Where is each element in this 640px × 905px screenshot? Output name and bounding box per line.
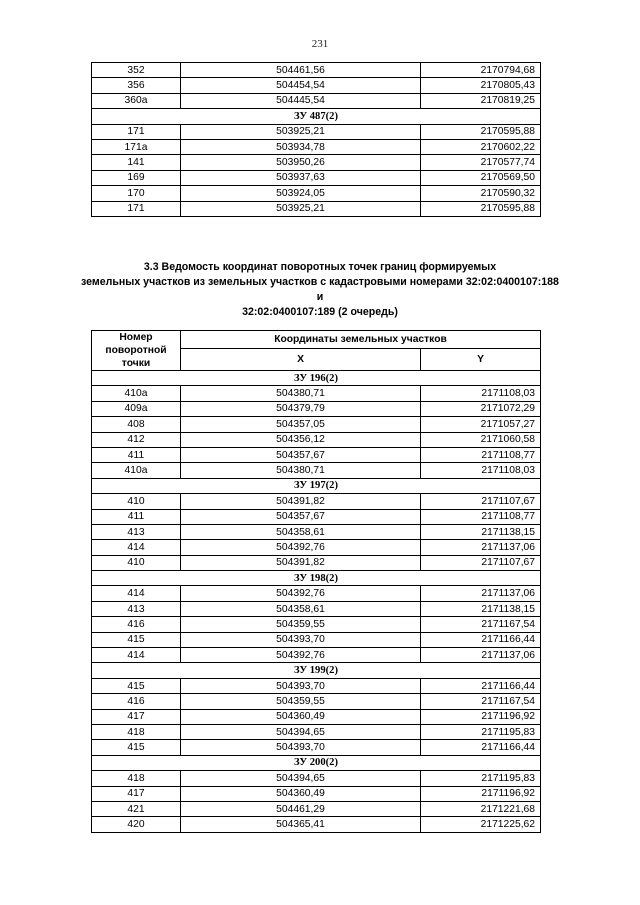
group-label: ЗУ 199(2) (92, 663, 541, 678)
point-number-cell: 418 (92, 724, 181, 739)
y-coordinate-cell: 2170819,25 (421, 93, 541, 108)
header-y: Y (421, 348, 541, 370)
table-row (92, 509, 541, 524)
x-coordinate-cell: 504357,67 (181, 447, 421, 462)
y-coordinate-cell: 2171196,92 (421, 709, 541, 724)
x-coordinate-cell: 504359,55 (181, 694, 421, 709)
x-coordinate-cell: 503937,63 (181, 170, 421, 185)
table-row (92, 447, 541, 462)
y-coordinate-cell: 2171225,62 (421, 817, 541, 832)
group-label: ЗУ 200(2) (92, 755, 541, 770)
point-number-cell: 421 (92, 801, 181, 816)
x-coordinate-cell: 504391,82 (181, 494, 421, 509)
x-coordinate-cell: 504461,29 (181, 801, 421, 816)
point-number-cell: 141 (92, 155, 181, 170)
table-row (92, 201, 541, 216)
table-row (92, 186, 541, 201)
top-coordinates-table (91, 62, 541, 217)
y-coordinate-cell: 2171195,83 (421, 771, 541, 786)
y-coordinate-cell: 2171108,03 (421, 463, 541, 478)
x-coordinate-cell: 503924,05 (181, 186, 421, 201)
point-number-cell: 415 (92, 632, 181, 647)
table-row (92, 432, 541, 447)
y-coordinate-cell: 2171138,15 (421, 601, 541, 616)
x-coordinate-cell: 504379,79 (181, 401, 421, 416)
point-number-cell: 415 (92, 740, 181, 755)
y-coordinate-cell: 2171060,58 (421, 432, 541, 447)
header-point-number: Номер поворотной точки (92, 331, 181, 371)
x-coordinate-cell: 504360,49 (181, 709, 421, 724)
group-header-row (92, 663, 541, 678)
point-number-cell: 413 (92, 601, 181, 616)
table-row (92, 617, 541, 632)
table-row (92, 601, 541, 616)
y-coordinate-cell: 2171166,44 (421, 632, 541, 647)
point-number-cell: 352 (92, 63, 181, 78)
x-coordinate-cell: 503925,21 (181, 201, 421, 216)
table-row (92, 648, 541, 663)
table-row (92, 93, 541, 108)
x-coordinate-cell: 503934,78 (181, 139, 421, 154)
table-row (92, 463, 541, 478)
table-row (92, 155, 541, 170)
x-coordinate-cell: 504394,65 (181, 771, 421, 786)
point-number-cell: 356 (92, 78, 181, 93)
page-number: 231 (311, 38, 329, 50)
table-row (92, 801, 541, 816)
y-coordinate-cell: 2171196,92 (421, 786, 541, 801)
x-coordinate-cell: 504365,41 (181, 817, 421, 832)
table-row (92, 678, 541, 693)
x-coordinate-cell: 504392,76 (181, 648, 421, 663)
y-coordinate-cell: 2171108,77 (421, 509, 541, 524)
table-row (92, 524, 541, 539)
table-row (92, 63, 541, 78)
group-label: ЗУ 198(2) (92, 571, 541, 586)
point-number-cell: 171 (92, 124, 181, 139)
x-coordinate-cell: 504461,56 (181, 63, 421, 78)
group-label: ЗУ 196(2) (92, 371, 541, 386)
y-coordinate-cell: 2171108,77 (421, 447, 541, 462)
group-label: ЗУ 197(2) (92, 478, 541, 493)
header-row-1 (92, 331, 541, 349)
point-number-cell: 360а (92, 93, 181, 108)
point-number-cell: 415 (92, 678, 181, 693)
table-row (92, 632, 541, 647)
table-row (92, 540, 541, 555)
point-number-cell: 416 (92, 617, 181, 632)
point-number-cell: 411 (92, 447, 181, 462)
point-number-cell: 409а (92, 401, 181, 416)
y-coordinate-cell: 2171057,27 (421, 417, 541, 432)
y-coordinate-cell: 2171138,15 (421, 524, 541, 539)
y-coordinate-cell: 2171137,06 (421, 586, 541, 601)
y-coordinate-cell: 2171167,54 (421, 617, 541, 632)
point-number-cell: 171а (92, 139, 181, 154)
y-coordinate-cell: 2171107,67 (421, 555, 541, 570)
x-coordinate-cell: 504392,76 (181, 586, 421, 601)
main-table-body (92, 371, 541, 833)
x-coordinate-cell: 503925,21 (181, 124, 421, 139)
point-number-cell: 171 (92, 201, 181, 216)
y-coordinate-cell: 2171221,68 (421, 801, 541, 816)
header-coordinates: Координаты земельных участков (181, 331, 541, 349)
section-title-line-3: 32:02:0400107:189 (2 очередь) (242, 306, 398, 318)
point-number-cell: 417 (92, 786, 181, 801)
y-coordinate-cell: 2171072,29 (421, 401, 541, 416)
table-row (92, 586, 541, 601)
section-title-line-2: земельных участков из земельных участков с кадастровыми номерами 32:02:0400107:188 и (81, 276, 559, 303)
x-coordinate-cell: 504394,65 (181, 724, 421, 739)
table-row (92, 124, 541, 139)
top-table-body (92, 63, 541, 217)
table-row (92, 139, 541, 154)
table-row (92, 78, 541, 93)
y-coordinate-cell: 2170590,32 (421, 186, 541, 201)
y-coordinate-cell: 2171166,44 (421, 678, 541, 693)
x-coordinate-cell: 504357,05 (181, 417, 421, 432)
point-number-cell: 169 (92, 170, 181, 185)
table-row (92, 694, 541, 709)
y-coordinate-cell: 2171108,03 (421, 386, 541, 401)
table-row (92, 417, 541, 432)
point-number-cell: 410 (92, 494, 181, 509)
x-coordinate-cell: 503950,26 (181, 155, 421, 170)
group-header-row (92, 478, 541, 493)
table-row (92, 771, 541, 786)
x-coordinate-cell: 504380,71 (181, 463, 421, 478)
section-title (80, 260, 560, 320)
point-number-cell: 414 (92, 586, 181, 601)
table-row (92, 401, 541, 416)
point-number-cell: 417 (92, 709, 181, 724)
section-title-line-1: 3.3 Ведомость координат поворотных точек границ формируемых (143, 261, 497, 273)
table-row (92, 724, 541, 739)
table-row (92, 817, 541, 832)
x-coordinate-cell: 504393,70 (181, 632, 421, 647)
table-row (92, 740, 541, 755)
point-number-cell: 408 (92, 417, 181, 432)
x-coordinate-cell: 504392,76 (181, 540, 421, 555)
table-row (92, 709, 541, 724)
x-coordinate-cell: 504380,71 (181, 386, 421, 401)
point-number-cell: 416 (92, 694, 181, 709)
x-coordinate-cell: 504357,67 (181, 509, 421, 524)
table-row (92, 386, 541, 401)
group-header-row (92, 371, 541, 386)
point-number-cell: 411 (92, 509, 181, 524)
x-coordinate-cell: 504393,70 (181, 678, 421, 693)
point-number-cell: 418 (92, 771, 181, 786)
point-number-cell: 170 (92, 186, 181, 201)
group-label: ЗУ 487(2) (92, 109, 541, 124)
x-coordinate-cell: 504393,70 (181, 740, 421, 755)
header-x: X (181, 348, 421, 370)
x-coordinate-cell: 504454,54 (181, 78, 421, 93)
x-coordinate-cell: 504358,61 (181, 524, 421, 539)
table-row (92, 170, 541, 185)
table-row (92, 494, 541, 509)
point-number-cell: 410а (92, 386, 181, 401)
point-number-cell: 414 (92, 540, 181, 555)
point-number-cell: 420 (92, 817, 181, 832)
group-header-row (92, 755, 541, 770)
x-coordinate-cell: 504445,54 (181, 93, 421, 108)
y-coordinate-cell: 2171195,83 (421, 724, 541, 739)
y-coordinate-cell: 2171167,54 (421, 694, 541, 709)
group-header-row (92, 109, 541, 124)
table-row (92, 786, 541, 801)
point-number-cell: 413 (92, 524, 181, 539)
y-coordinate-cell: 2170595,88 (421, 124, 541, 139)
y-coordinate-cell: 2171137,06 (421, 540, 541, 555)
point-number-cell: 412 (92, 432, 181, 447)
x-coordinate-cell: 504391,82 (181, 555, 421, 570)
x-coordinate-cell: 504359,55 (181, 617, 421, 632)
y-coordinate-cell: 2170577,74 (421, 155, 541, 170)
x-coordinate-cell: 504358,61 (181, 601, 421, 616)
group-header-row (92, 571, 541, 586)
y-coordinate-cell: 2171166,44 (421, 740, 541, 755)
y-coordinate-cell: 2170569,50 (421, 170, 541, 185)
y-coordinate-cell: 2170595,88 (421, 201, 541, 216)
y-coordinate-cell: 2170794,68 (421, 63, 541, 78)
point-number-cell: 410 (92, 555, 181, 570)
y-coordinate-cell: 2171107,67 (421, 494, 541, 509)
y-coordinate-cell: 2171137,06 (421, 648, 541, 663)
y-coordinate-cell: 2170805,43 (421, 78, 541, 93)
x-coordinate-cell: 504356,12 (181, 432, 421, 447)
point-number-cell: 410а (92, 463, 181, 478)
table-row (92, 555, 541, 570)
point-number-cell: 414 (92, 648, 181, 663)
main-coordinates-table (91, 330, 541, 833)
y-coordinate-cell: 2170602,22 (421, 139, 541, 154)
x-coordinate-cell: 504360,49 (181, 786, 421, 801)
